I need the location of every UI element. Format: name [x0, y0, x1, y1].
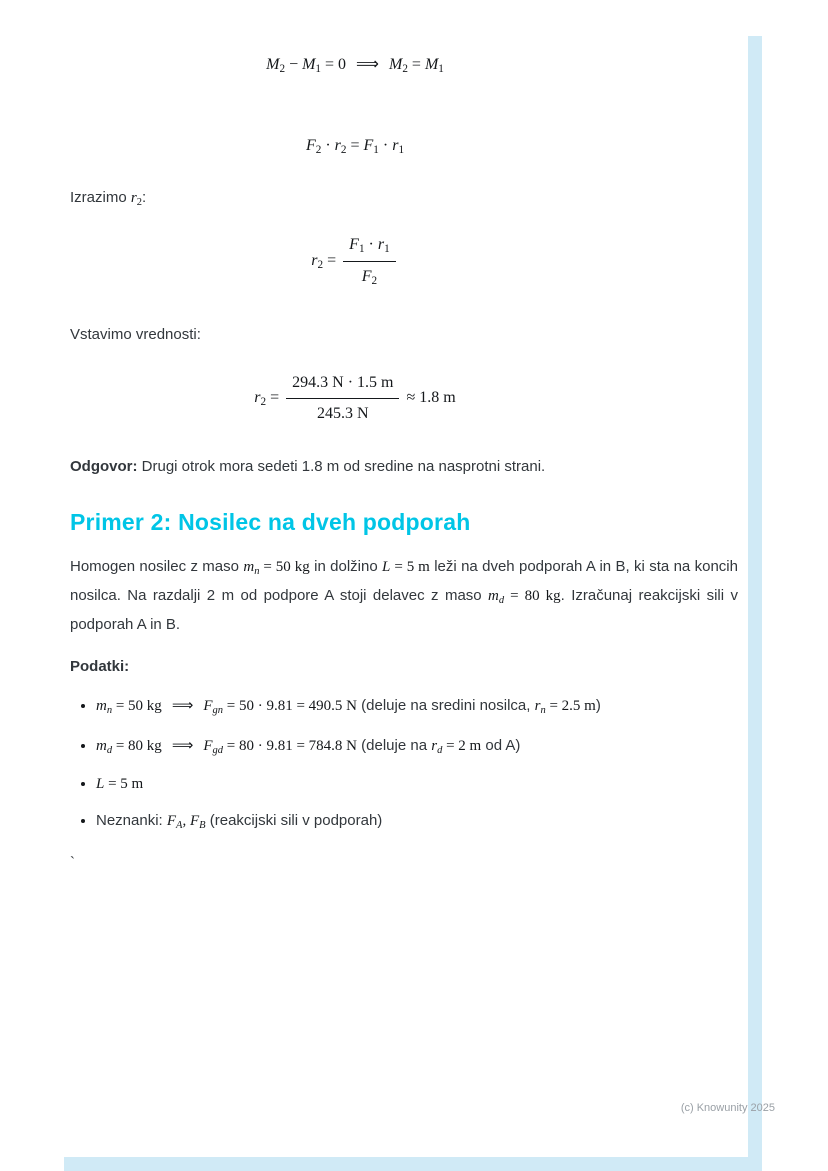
podatki-label: Podatki: — [70, 657, 130, 675]
list-item: • $m_d = 80$ kg ⟹ $F_{gd} = 80 \cdot 9.81 = 784.8$ N (deluje na $r_d = 2$ m od A) — [96, 732, 738, 760]
data-list — [70, 692, 738, 835]
section-heading-primer2: Primer 2: Nosilec na dveh podporah — [70, 508, 471, 535]
equation-force-lever: F2 · r2 = F1 · r1 — [305, 136, 405, 156]
list-item: • $m_n = 50$ kg ⟹ $F_{gn} = 50 \cdot 9.81 = 490.5$ N (deluje na sredini nosilca, $r_n = 2.5$ m) — [96, 692, 738, 720]
page-edge-right — [748, 36, 762, 1171]
document-content — [70, 40, 738, 874]
answer-line: Odgovor: Drugi otrok mora sedeti 1.8 m od sredine na nasprotni strani. — [70, 458, 546, 476]
izrazimo-label: Izrazimo $r_2$: — [70, 188, 147, 208]
equation-moment-balance: M2 − M1 = 0 ⟹ M2 = M1 — [266, 54, 444, 75]
problem-statement: Homogen nosilec z maso $m_n = 50$ kg in dolžino L = 5 m leži na dveh podporah A in B, ki sta na koncih nosilca. Na razdalji 2 m od podpore A stoji delavec z maso $m_d = 80$ kg. Izračunaj reakcijski sili v podporah A in B. — [70, 558, 738, 634]
equation-r2-values: r2 = $\frac{294.3 N \cdot 1.5 m}{245.3 N}$ ≈ 1.8 m — [70, 370, 640, 426]
equation-r2-formula: r2 = $\frac{F1 \cdot r1}{F2}$ — [70, 232, 640, 290]
copyright-footer: (c) Knowunity 2025 — [680, 1102, 775, 1114]
list-item: • L = 5 m — [96, 771, 738, 797]
page-edge-bottom — [64, 1157, 762, 1171]
vstavimo-label: Vstavimo vrednosti: — [70, 325, 201, 343]
list-item: • Neznanki: $F_A$, $F_B$ (reakcijski sili v podporah) — [96, 808, 738, 835]
stray-backtick: ` — [70, 853, 75, 871]
